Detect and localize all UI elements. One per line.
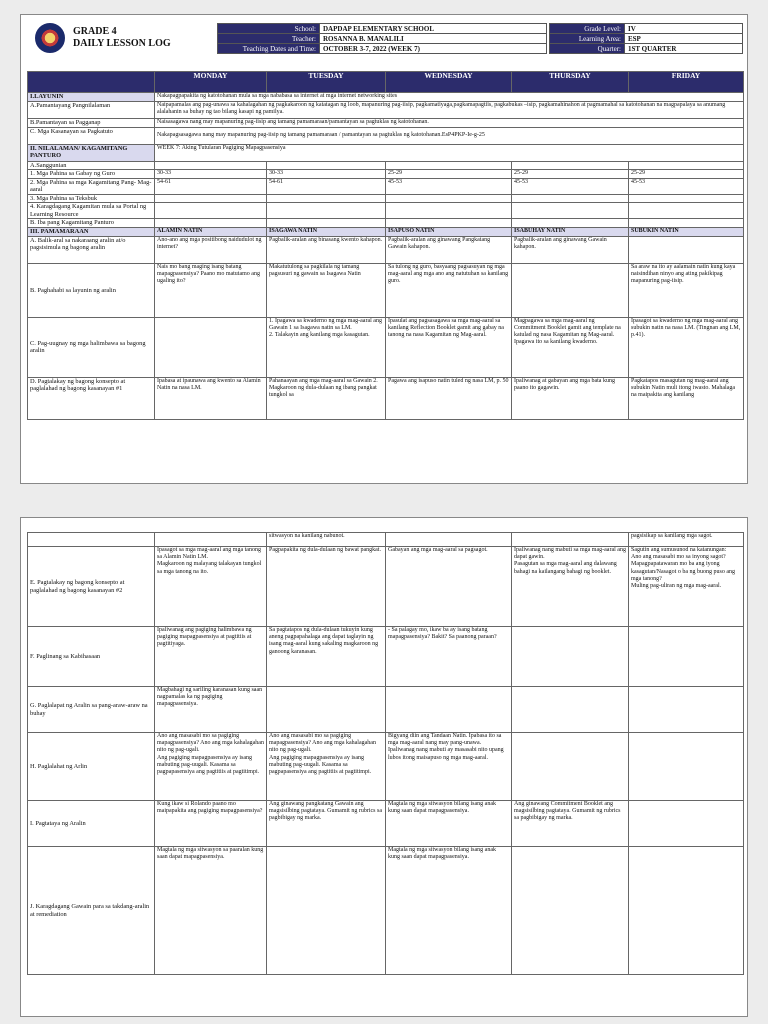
cell-monday (155, 533, 267, 547)
cell-tuesday: 30-33 (267, 170, 386, 179)
row-label: C. Mga Kasanayan sa Pagkatuto (28, 128, 155, 145)
cell-thursday: 45-53 (512, 179, 629, 195)
row-label: A.Sanggunian (28, 162, 155, 170)
table-row (28, 145, 744, 162)
grade-level-label: Grade Level: (550, 24, 625, 34)
cell-thursday: Ang ginawang Commitment Booklet ang magsisilbing pagtataya. Gumamit ng rubrics sa pagbibigay ng marka. (512, 801, 629, 847)
row-label: E. Pagtalakay ng bagong konsepto at paglalahad ng bagong kasanayan #2 (28, 547, 155, 627)
cell-monday: Magbahagi ng sariling karanasan kung saan nagpamalas ka ng pagiging mapagpasensiya. (155, 687, 267, 733)
cell-monday: Ano-ano ang mga positibong naidudulot ng internet? (155, 236, 267, 263)
cell-thursday: Pagbalik-aralan ang ginawang Gawain kahapon. (512, 236, 629, 263)
table-row (28, 227, 744, 236)
school-value: DAPDAP ELEMENTARY SCHOOL (320, 24, 547, 34)
cell-wednesday: Pagawa ang isapuso natin tuled ng nasa LM, p. 50 (386, 377, 512, 419)
cell-wednesday: 45-53 (386, 179, 512, 195)
log-title: DAILY LESSON LOG (73, 38, 171, 49)
cell-thursday (512, 627, 629, 687)
cell-monday: Kung ikaw si Rolando paano mo maipapakita ang pagiging mapagpasensiya? (155, 801, 267, 847)
table-row (28, 219, 744, 227)
row-label: B.Pamantayan sa Pagganap (28, 119, 155, 128)
cell-monday: Ano ang masasabi mo sa pagiging mapagpasensiya? Ano ang mga kahalagahan nito ng pag-ugali. Ang pagiging mapagpasensiya ay isang mabuting pag-uugali. Kasama sa pagpapasensiya ang pagtitiis at pagtitimpi. (155, 733, 267, 801)
cell-thursday: ISABUHAY NATIN (512, 227, 629, 236)
row-label: A.Pamantayang Pangnilalaman (28, 102, 155, 119)
cell-tuesday: 54-61 (267, 179, 386, 195)
table-row (28, 533, 744, 547)
cell-tuesday: Pahanaayan ang mga mag-aaral sa Gawain 2. Magkaroon ng dula-dulaan ng ibang pangkat tungkol sa (267, 377, 386, 419)
cell-friday: Sagutin ang sumusunod na katanungan: Ano ang masasabi mo sa inyong sagot? Mapagpapatawaran mo ba ang iyong kasagutan/Nasagot o ba ng buong puso ang mga tanong? Muling pag-uliran ng mga mag-aaral. (629, 547, 744, 627)
cell-tuesday (267, 687, 386, 733)
header-meta-left (217, 23, 547, 54)
table-row (28, 93, 744, 102)
row-label: G. Paglalapat ng Aralin sa pang-araw-araw na buhay (28, 687, 155, 733)
quarter-value: 1ST QUARTER (625, 44, 743, 54)
cell-tuesday: sitwasyon na kanilang nabunot. (267, 533, 386, 547)
cell-wednesday: - Sa palagay mo, ikaw ba ay isang batang mapagpasensiya? Bakit? Sa paanong paraan? (386, 627, 512, 687)
cell-wednesday: Magtala ng mga sitwasyon bilang isang anak kung saan dapat mapagpasensiya. (386, 801, 512, 847)
area-value: ESP (625, 34, 743, 44)
grade-level-value: IV (625, 24, 743, 34)
cell-wednesday: Gabayan ang mga mag-aaral sa pagsagot. (386, 547, 512, 627)
row-label: 4. Karagdagang Kagamitan mula sa Portal ng Learning Resource (28, 203, 155, 219)
table-row (28, 119, 744, 128)
grade-title: GRADE 4 (73, 26, 117, 37)
day-friday: FRIDAY (629, 72, 744, 93)
cell-wednesday (386, 687, 512, 733)
cell-thursday (512, 847, 629, 975)
table-row (28, 195, 744, 203)
cell-monday (155, 317, 267, 377)
table-row (28, 801, 744, 847)
row-label: F. Paglinang sa Kabihasaan (28, 627, 155, 687)
table-row (28, 179, 744, 195)
school-label: School: (218, 24, 320, 34)
cell-wednesday: ISAPUSO NATIN (386, 227, 512, 236)
cell-friday: SUBUKIN NATIN (629, 227, 744, 236)
day-header-row (28, 72, 744, 93)
row-label: 1. Mga Pahina sa Gabay ng Guro (28, 170, 155, 179)
cell-monday: Magtala ng mga sitwasyon sa paaralan kung saan dapat mapagpasensiya. (155, 847, 267, 975)
table-row (28, 317, 744, 377)
cell-friday (629, 801, 744, 847)
row-label: J. Karagdagang Gawain para sa takdang-aralin at remediation (28, 847, 155, 975)
row-label: I. Pagtataya ng Aralin (28, 801, 155, 847)
row-label: III. PAMAMARAAN (28, 227, 155, 236)
cell-tuesday: ISAGAWA NATIN (267, 227, 386, 236)
cell-tuesday: Pagpapakita ng dula-dulaan ng bawat pangkat. (267, 547, 386, 627)
cell-monday: 30-33 (155, 170, 267, 179)
table-row (28, 128, 744, 145)
header-meta-right (549, 23, 743, 54)
cell-monday: 54-61 (155, 179, 267, 195)
row-label: C. Pag-uugnay ng mga halimbawa sa bagong aralin (28, 317, 155, 377)
day-monday: MONDAY (155, 72, 267, 93)
cell-thursday: 25-29 (512, 170, 629, 179)
row-text: Nakapagpapakita ng katotohanan mula sa mga nababasa sa internet at mga internet networking sites (155, 93, 744, 102)
cell-tuesday: Pagbalik-aralan ang binasang kwento kahapon. (267, 236, 386, 263)
table-row (28, 102, 744, 119)
table-row (28, 236, 744, 263)
cell-thursday (512, 687, 629, 733)
row-label (28, 533, 155, 547)
table-row (28, 847, 744, 975)
cell-tuesday: 1. Ipagawa sa kwaderno ng mga mag-aaral ang Gawain 1 sa Isagawa natin sa LM. 2. Talakayin ang kanilang mga kasagutan. (267, 317, 386, 377)
row-label: I.LAYUNIN (28, 93, 155, 102)
cell-wednesday (386, 533, 512, 547)
day-wednesday: WEDNESDAY (386, 72, 512, 93)
row-text: Nakapagsasagawa nang may mapanuring pag-iisip ng tamang pamamaraan / pamantayan sa pagtuklas ng katotohanan.EsP4PKP-Ie-g-25 (155, 128, 744, 145)
cell-friday: Sa araw na ito ay aalamain natin kung kaya naisindihan ninyo ang ating pakikipag mapanuring pag-iisip. (629, 263, 744, 317)
row-label: B. Iba pang Kagamitang Panturo (28, 219, 155, 227)
cell-wednesday: Magtala ng mga sitwasyon bilang isang anak kung saan dapat mapagpasensiya. (386, 847, 512, 975)
dates-value: OCTOBER 3-7, 2022 (WEEK 7) (320, 44, 547, 54)
teacher-label: Teacher: (218, 34, 320, 44)
cell-wednesday: 25-29 (386, 170, 512, 179)
cell-friday: pagsisikap sa kanilang mga sagot. (629, 533, 744, 547)
cell-friday: 25-29 (629, 170, 744, 179)
cell-thursday: Ipaliwanag at gabayan ang mga bata kung paano ito gagawin. (512, 377, 629, 419)
cell-friday (629, 236, 744, 263)
cell-wednesday: Sa tulong ng guro, basyaang pagsasuyan ng mga mag-aaral ang mga ano ang natutuhan sa kanilang guro. (386, 263, 512, 317)
row-label: A. Balik-aral sa nakaraang aralin at/o pagsisimula ng bagong aralin (28, 236, 155, 263)
deped-seal-icon (35, 23, 65, 53)
cell-tuesday: Ang ginawang pangkatang Gawain ang magsisilbing pagtataya. Gumamit ng rubrics sa pagbibigay ng marka. (267, 801, 386, 847)
cell-friday: 45-53 (629, 179, 744, 195)
day-tuesday: TUESDAY (267, 72, 386, 93)
cell-monday: Ipasagot sa mga mag-aaral ang mga tanong sa Alamin Natin LM. Magkaroon ng malayang talakayan tungkol sa mga tanong na ito. (155, 547, 267, 627)
row-label: B. Paghahabi sa layunin ng aralin (28, 263, 155, 317)
cell-friday (629, 687, 744, 733)
cell-monday: Nais mo bang maging isang batang mapagpasensiya? Paano mo matutamo ang ugaling ito? (155, 263, 267, 317)
cell-tuesday (267, 847, 386, 975)
row-text: WEEK 7: Aking Tutularan Pagiging Mapagpasensiya (155, 145, 744, 162)
table-row (28, 627, 744, 687)
row-text: Naisasagawa nang may mapanuring pag-iisip ang tamang pamamaraan/pamantayan sa pagtuklas ng katotohanan. (155, 119, 744, 128)
teacher-value: ROSANNA B. MANALILI (320, 34, 547, 44)
cell-thursday: Magpagawa sa mga mag-aaral ng Commitment Booklet gamit ang template na katulad ng nasa Kagamitan ng Mag-aaral. Ipagawa ito sa kanilang kwaderno. (512, 317, 629, 377)
cell-thursday: Ipaliwanag nang mabuti sa mga mag-aaral ang dapat gawin. Pasagutan sa mga mag-aaral ang dalawang bahagi na kailangang bahagi ng booklet. (512, 547, 629, 627)
day-thursday: THURSDAY (512, 72, 629, 93)
header (27, 21, 743, 51)
table-row (28, 263, 744, 317)
cell-wednesday: Ipasulat ang pagsasagawa sa mga mag-aaral sa kanilang Reflection Booklet gamit ang gabay na tanong na nasa Kagamitan ng Mag-aaral. (386, 317, 512, 377)
table-row (28, 547, 744, 627)
table-row (28, 162, 744, 170)
row-text: Naipapamalas ang pag-unawa sa kahalagahan ng pagkakaroon ng katatagan ng loob, mapanuring pag-iisip, pagkamatiyaga,pagkamapagtiis, pagkabukas –isip, pagkamahinahon at pagmamahal sa katotohanan na magpapalaya sa anumang alalahanin sa buhay ng tao bilang kasapi ng pamilya. (155, 102, 744, 119)
dates-label: Teaching Dates and Time: (218, 44, 320, 54)
table-row (28, 733, 744, 801)
cell-monday: ALAMIN NATIN (155, 227, 267, 236)
row-label: II. NILALAMAN/ KAGAMITANG PANTURO (28, 145, 155, 162)
cell-tuesday: Ano ang masasabi mo sa pagiging mapagpasensiya? Ano ang mga kahalagahan nito ng pag-ugali. Ang pagiging mapagpasensiya ay isang mabuting pag-uugali. Kasama sa pagpapasensiya ang pagtitiis at pagtitimpi. (267, 733, 386, 801)
cell-thursday (512, 733, 629, 801)
table-row (28, 687, 744, 733)
lesson-log-page-1 (20, 14, 748, 484)
lesson-table-page-2 (27, 532, 744, 975)
cell-thursday (512, 263, 629, 317)
cell-wednesday: Bigyang diin ang Tandaan Natin. Ipabasa ito sa mga mag-aaral nang may pang-unawa. Ipaliwanag nang mabuti ay masasabi nito upang lubos itong maisapuso ng mga mag-aaral. (386, 733, 512, 801)
cell-thursday (512, 533, 629, 547)
row-label: 3. Mga Pahina sa Teksbuk (28, 195, 155, 203)
cell-friday: Pagkatapos masagutan ng mag-aaral ang subukin Natin muli itong iwasto. Mahalaga na maipakita ang kanilang (629, 377, 744, 419)
table-row (28, 203, 744, 219)
cell-tuesday: Makatutulong sa pagkilala ng tamang pagsusuri ng gawain sa Isagawa Natin (267, 263, 386, 317)
cell-monday: Ipabasa at ipaunawa ang kwento sa Alamin Natin na nasa LM. (155, 377, 267, 419)
cell-friday (629, 627, 744, 687)
row-label: H. Paglalahat ng Arlin (28, 733, 155, 801)
cell-wednesday: Pagbalik-aralan ang ginawang Pangkatang Gawain kahapon. (386, 236, 512, 263)
cell-tuesday: Sa pagtatapos ng dula-dulaan tukuyin kung aneng pagpapahalaga ang dapat taglayin ng isang mag-aaral kung sakaling magkaroon ng ganoong karanasan. (267, 627, 386, 687)
cell-monday: Ipaliwanag ang pagiging halimbawa ng pagiging mapagpasensiya at pagtitiis at pagtitiyaga. (155, 627, 267, 687)
lesson-table-page-1 (27, 71, 744, 420)
row-label: D. Pagtalakay ng bagong konsepto at paglalahad ng bagong kasanayan #1 (28, 377, 155, 419)
lesson-log-page-2 (20, 517, 748, 1017)
cell-friday (629, 733, 744, 801)
quarter-label: Quarter: (550, 44, 625, 54)
table-row (28, 170, 744, 179)
table-row (28, 377, 744, 419)
row-label: 2. Mga Pahina sa mga Kagamitang Pang- Mag-aaral (28, 179, 155, 195)
cell-friday: Ipasagot sa kwaderno ng mga mag-aaral ang subukin natin na nasa LM. (Tingnan ang LM, p.41). (629, 317, 744, 377)
cell-friday (629, 847, 744, 975)
area-label: Learning Area: (550, 34, 625, 44)
